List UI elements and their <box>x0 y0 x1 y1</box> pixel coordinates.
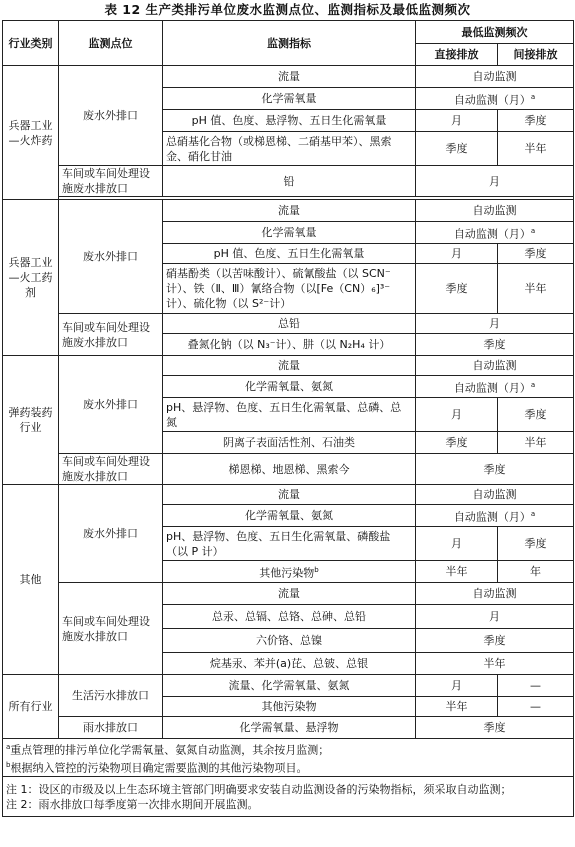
indicator-cell: 化学需氧量 <box>163 222 416 244</box>
point-cell: 废水外排口 <box>59 356 163 454</box>
indicator-cell: 总硝基化合物（或梯恩梯、二硝基甲苯）、黑索金、硝化甘油 <box>163 132 416 166</box>
indicator-cell: 化学需氧量、悬浮物 <box>163 717 416 739</box>
indicator-cell: 其他污染物$^b$ <box>163 561 416 583</box>
indicator-cell: 流量 <box>163 66 416 88</box>
industry-cell: 其他 <box>3 485 59 675</box>
point-cell: 废水外排口 <box>59 200 163 314</box>
footnotes <box>3 739 574 777</box>
indirect-cell: 季度 <box>498 110 574 132</box>
footnote-a: $^a$重点管理的排污单位化学需氧量、氨氮自动监测，其余按月监测； <box>6 742 330 757</box>
indirect-cell: 半年 <box>498 264 574 314</box>
freq-cell: 自动监测（月）$^a$ <box>416 222 574 244</box>
indirect-cell: 季度 <box>498 527 574 561</box>
header-point: 监测点位 <box>59 21 163 66</box>
freq-cell: 自动监测 <box>416 485 574 505</box>
indicator-cell: pH 值、色度、五日生化需氧量 <box>163 244 416 264</box>
indicator-cell: 铅 <box>163 166 416 197</box>
indirect-cell: 半年 <box>498 132 574 166</box>
indicator-cell: pH、悬浮物、色度、五日生化需氧量、磷酸盐（以 P 计） <box>163 527 416 561</box>
point-cell: 车间或车间处理设施废水排放口 <box>59 166 163 197</box>
industry-cell: 兵器工业—火炸药 <box>3 66 59 200</box>
indicator-cell: 流量 <box>163 356 416 376</box>
header-indirect: 间接排放 <box>498 44 574 66</box>
point-cell: 废水外排口 <box>59 66 163 166</box>
direct-cell: 半年 <box>416 697 498 717</box>
indicator-cell: 流量 <box>163 200 416 222</box>
point-cell: 废水外排口 <box>59 485 163 583</box>
indirect-cell: — <box>498 675 574 697</box>
indicator-cell: 阴离子表面活性剂、石油类 <box>163 432 416 454</box>
indicator-cell: 化学需氧量、氨氮 <box>163 505 416 527</box>
indicator-cell: 其他污染物 <box>163 697 416 717</box>
freq-cell: 半年 <box>416 653 574 675</box>
header-direct: 直接排放 <box>416 44 498 66</box>
freq-cell: 自动监测 <box>416 66 574 88</box>
industry-cell: 兵器工业—火工药剂 <box>3 200 59 356</box>
notes <box>3 777 574 817</box>
freq-cell: 月 <box>416 605 574 629</box>
freq-cell: 自动监测 <box>416 356 574 376</box>
freq-cell: 月 <box>416 166 574 197</box>
industry-cell: 弹药装药行业 <box>3 356 59 485</box>
indicator-cell: 六价铬、总镍 <box>163 629 416 653</box>
indirect-cell: — <box>498 697 574 717</box>
freq-cell: 自动监测（月）$^a$ <box>416 376 574 398</box>
indirect-cell: 半年 <box>498 432 574 454</box>
note-1: 注 1：设区的市级及以上生态环境主管部门明确要求安装自动监测设备的污染物指标，须采取自动监测； <box>6 782 512 796</box>
indicator-cell: 流量、化学需氧量、氨氮 <box>163 675 416 697</box>
indicator-cell: pH 值、色度、悬浮物、五日生化需氧量 <box>163 110 416 132</box>
header-industry: 行业类别 <box>3 21 59 66</box>
point-cell: 生活污水排放口 <box>59 675 163 717</box>
monitoring-table <box>2 20 574 817</box>
indicator-cell: 总铅 <box>163 314 416 334</box>
note-2: 注 2：雨水排放口每季度第一次排水期间开展监测。 <box>6 797 259 811</box>
industry-cell: 所有行业 <box>3 675 59 739</box>
freq-cell: 自动监测（月）$^a$ <box>416 88 574 110</box>
indirect-cell: 年 <box>498 561 574 583</box>
freq-cell: 自动监测（月）$^a$ <box>416 505 574 527</box>
indicator-cell: 叠氮化钠（以 N₃⁻计）、肼（以 N₂H₄ 计） <box>163 334 416 356</box>
table-title: 表 12 生产类排污单位废水监测点位、监测指标及最低监测频次 <box>104 2 471 17</box>
direct-cell: 月 <box>416 527 498 561</box>
header-freq: 最低监测频次 <box>416 21 574 44</box>
indicator-cell: 梯恩梯、地恩梯、黑索今 <box>163 454 416 485</box>
freq-cell: 季度 <box>416 334 574 356</box>
point-cell: 雨水排放口 <box>59 717 163 739</box>
direct-cell: 月 <box>416 110 498 132</box>
direct-cell: 季度 <box>416 264 498 314</box>
point-cell: 车间或车间处理设施废水排放口 <box>59 583 163 675</box>
indirect-cell: 季度 <box>498 244 574 264</box>
freq-cell: 月 <box>416 314 574 334</box>
direct-cell: 月 <box>416 675 498 697</box>
indicator-cell: 总汞、总镉、总铬、总砷、总铅 <box>163 605 416 629</box>
header-indicator: 监测指标 <box>163 21 416 66</box>
freq-cell: 自动监测 <box>416 583 574 605</box>
direct-cell: 月 <box>416 398 498 432</box>
freq-cell: 自动监测 <box>416 200 574 222</box>
footnote-b: $^b$根据纳入管控的污染物项目确定需要监测的其他污染物项目。 <box>6 760 308 775</box>
indicator-cell: pH、悬浮物、色度、五日生化需氧量、总磷、总氮 <box>163 398 416 432</box>
direct-cell: 季度 <box>416 132 498 166</box>
point-cell: 车间或车间处理设施废水排放口 <box>59 454 163 485</box>
indicator-cell: 化学需氧量 <box>163 88 416 110</box>
direct-cell: 月 <box>416 244 498 264</box>
indicator-cell: 流量 <box>163 583 416 605</box>
direct-cell: 季度 <box>416 432 498 454</box>
freq-cell: 季度 <box>416 454 574 485</box>
indicator-cell: 化学需氧量、氨氮 <box>163 376 416 398</box>
indicator-cell: 流量 <box>163 485 416 505</box>
indirect-cell: 季度 <box>498 398 574 432</box>
freq-cell: 季度 <box>416 717 574 739</box>
indicator-cell: 烷基汞、苯并(a)芘、总铍、总银 <box>163 653 416 675</box>
direct-cell: 半年 <box>416 561 498 583</box>
indicator-cell: 硝基酚类（以苦味酸计）、硫氰酸盐（以 SCN⁻计）、铁（Ⅱ、Ⅲ）氰络合物（以[Fe（CN）₆]³⁻计）、硫化物（以 S²⁻计） <box>163 264 416 314</box>
freq-cell: 季度 <box>416 629 574 653</box>
point-cell: 车间或车间处理设施废水排放口 <box>59 314 163 356</box>
